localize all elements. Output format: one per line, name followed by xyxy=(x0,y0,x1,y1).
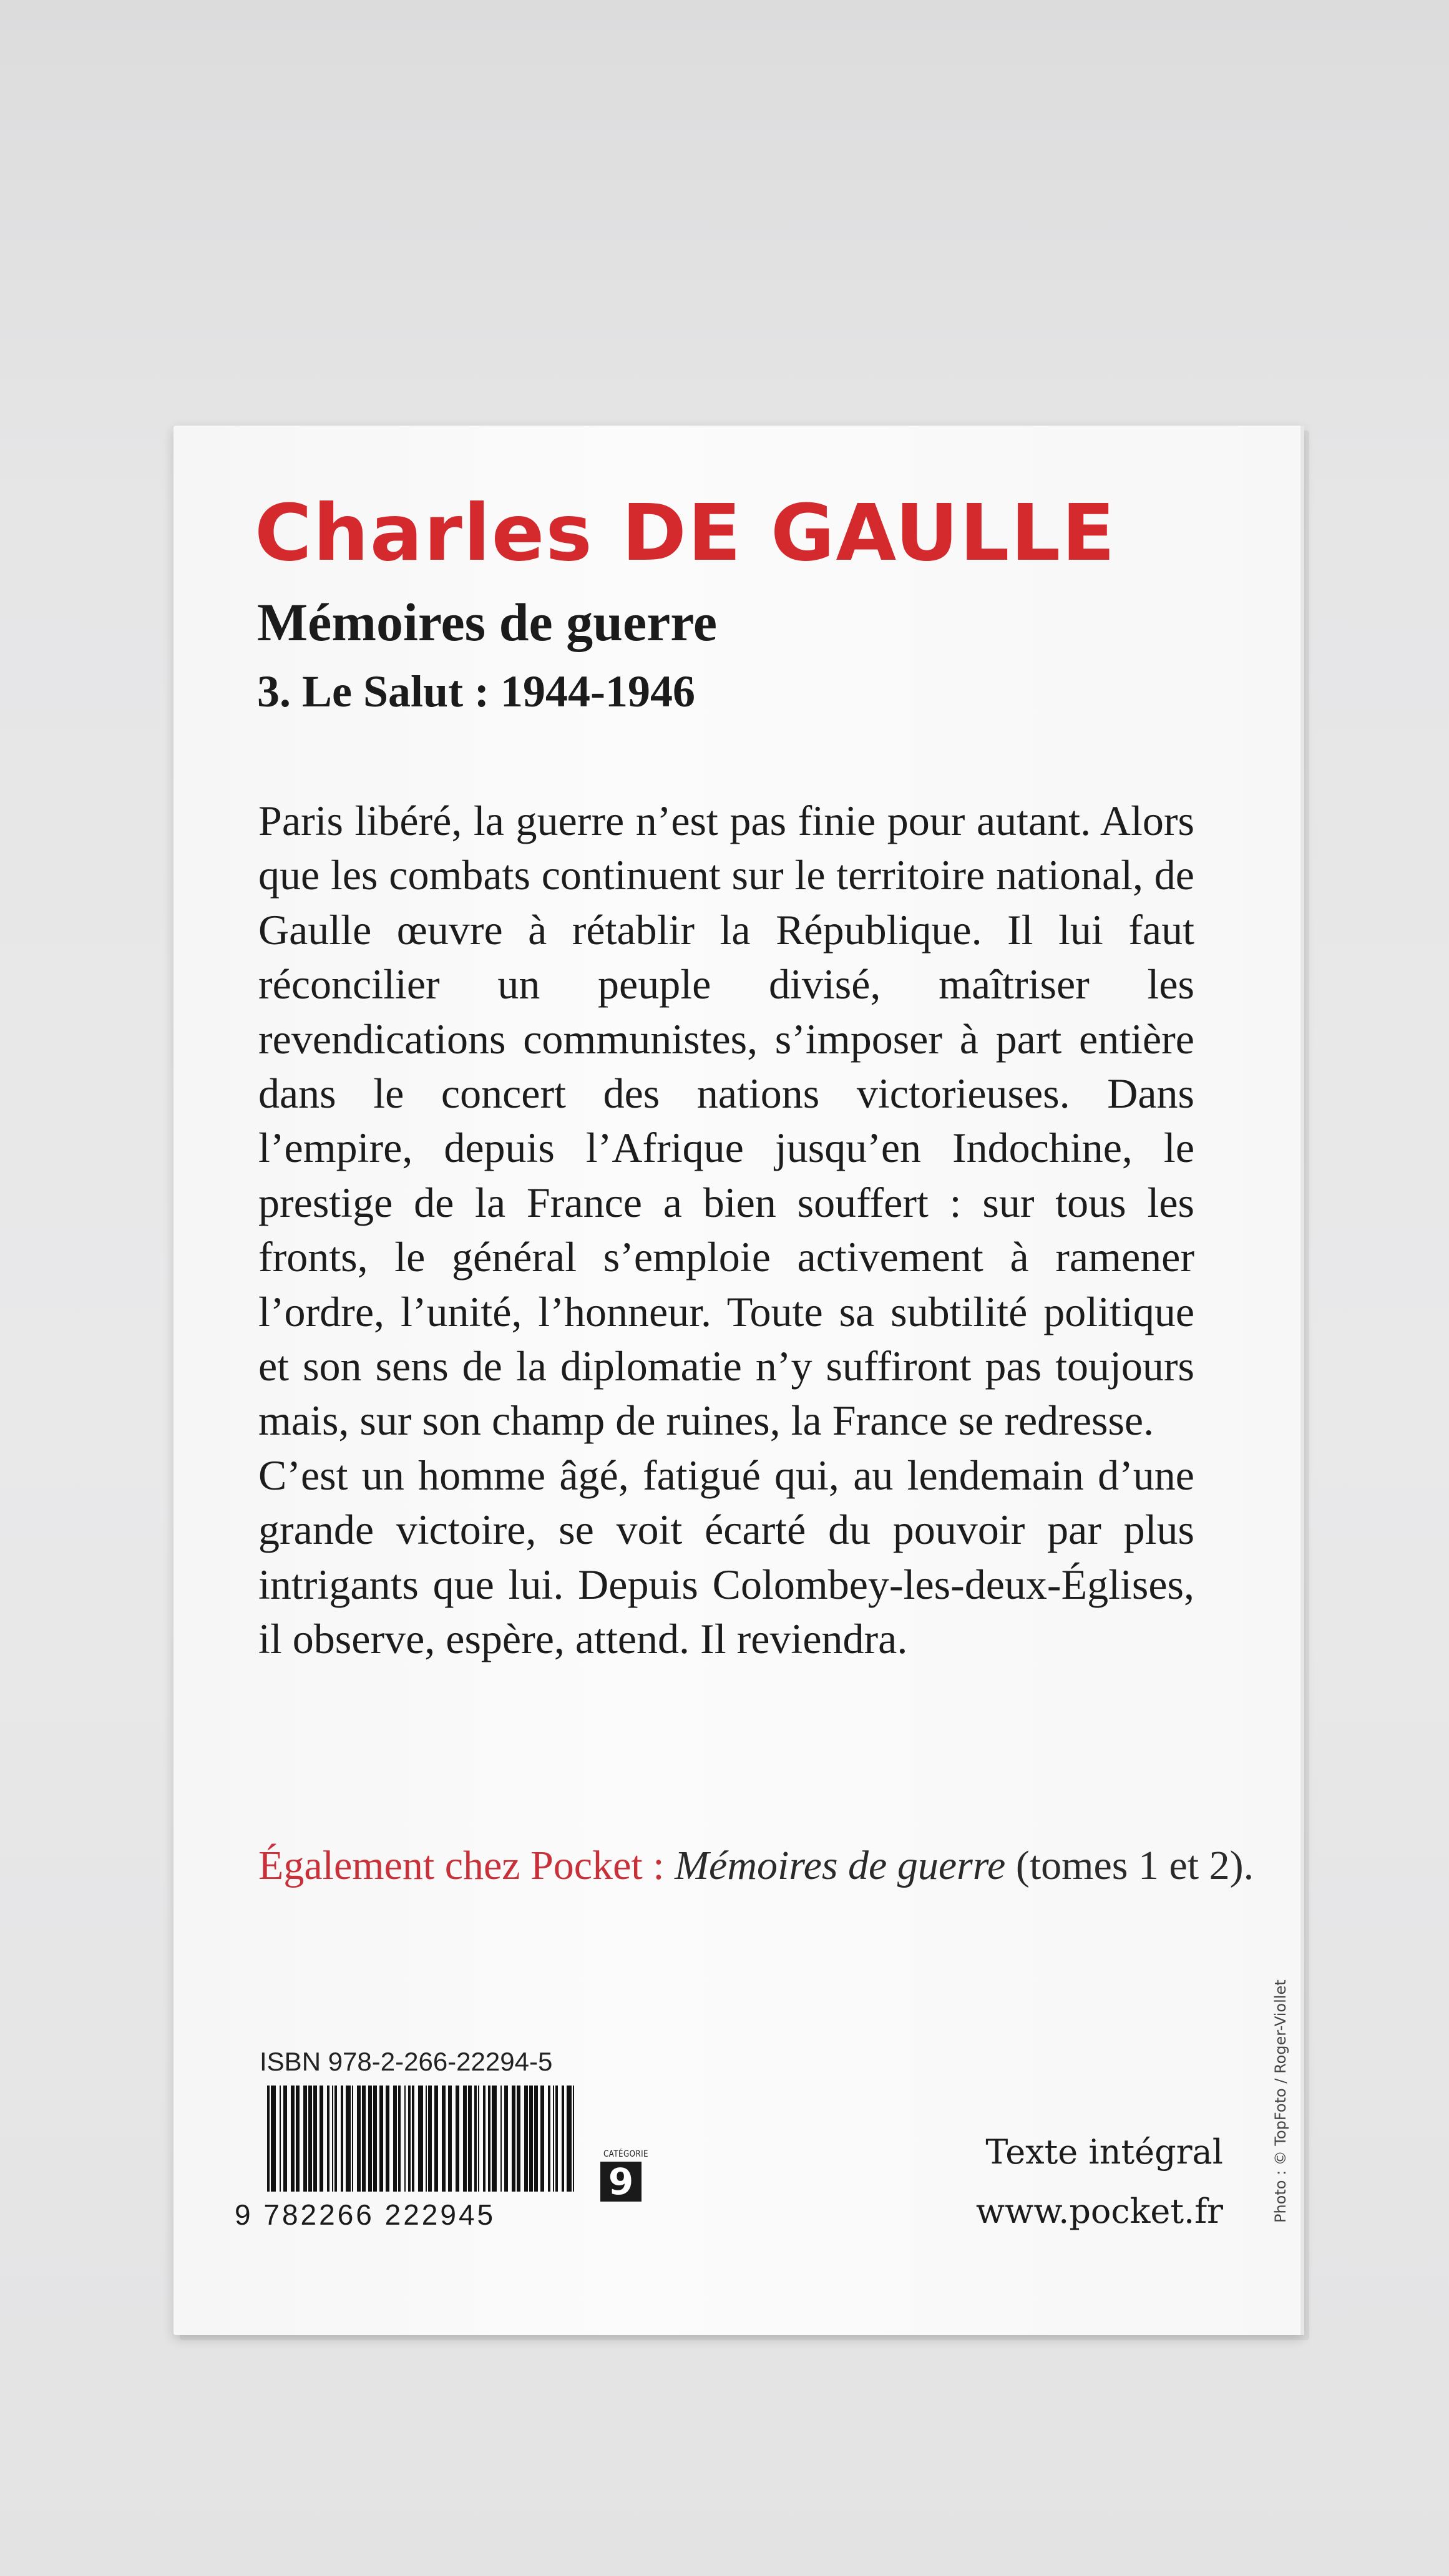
barcode-bar xyxy=(368,2086,372,2192)
barcode-bar xyxy=(504,2086,508,2192)
barcode-bar xyxy=(280,2086,281,2192)
barcode-bar xyxy=(267,2086,270,2192)
barcode-bar xyxy=(456,2086,459,2192)
barcode-bar xyxy=(500,2086,502,2192)
barcode-bar xyxy=(303,2086,307,2192)
barcode-bar xyxy=(555,2086,558,2192)
barcode-bar xyxy=(412,2086,414,2192)
barcode-bar xyxy=(540,2086,544,2192)
barcode-bar xyxy=(373,2086,377,2192)
cover-edge xyxy=(1300,426,1304,2335)
barcode-bar xyxy=(334,2086,337,2192)
author-name: Charles DE GAULLE xyxy=(255,488,1116,578)
also-available-note xyxy=(258,1842,1254,1890)
barcode-bar xyxy=(483,2086,485,2192)
barcode-bar xyxy=(434,2086,438,2192)
edition-note: Texte intégral xyxy=(985,2132,1223,2172)
barcode-bar xyxy=(428,2086,432,2192)
barcode-bar xyxy=(488,2086,490,2192)
barcode-bar xyxy=(404,2086,406,2192)
barcode-bar xyxy=(426,2086,427,2192)
book-subtitle: 3. Le Salut : 1944-1946 xyxy=(257,666,695,716)
barcode-bar xyxy=(379,2086,383,2192)
barcode-bar xyxy=(332,2086,333,2192)
barcode-bar xyxy=(296,2086,300,2192)
barcode-bar xyxy=(474,2086,477,2192)
barcode-bar xyxy=(534,2086,538,2192)
book-back-cover xyxy=(173,426,1303,2335)
barcode-bar xyxy=(386,2086,389,2192)
barcode-bar xyxy=(548,2086,550,2192)
barcode-bar xyxy=(468,2086,472,2192)
barcode-number: 9 782266 222945 xyxy=(235,2198,496,2231)
barcode-bar xyxy=(362,2086,366,2192)
category-label: CATÉGORIE xyxy=(603,2149,648,2159)
barcode-bar xyxy=(529,2086,533,2192)
blurb-paragraph: C’est un homme âgé, fatigué qui, au lendemain d’une grande victoire, se voit écarté du pouvoir par plus intrigants que lui. Depuis Colombey-les-deux-Églises, il observe, espère, attend. Il reviendra. xyxy=(258,1451,1194,1663)
barcode-bar xyxy=(448,2086,452,2192)
photo-credit: Photo : © TopFoto / Roger-Viollet xyxy=(1272,1979,1289,2223)
category-badge xyxy=(600,2149,648,2203)
publisher-website: www.pocket.fr xyxy=(975,2192,1223,2231)
barcode xyxy=(267,2086,579,2192)
barcode-bar xyxy=(418,2086,423,2192)
barcode-bar xyxy=(492,2086,497,2192)
barcode-bar xyxy=(442,2086,446,2192)
barcode-bar xyxy=(271,2086,276,2192)
also-prefix: Également chez Pocket : xyxy=(258,1843,675,1888)
barcode-bar xyxy=(567,2086,572,2192)
barcode-bar xyxy=(573,2086,574,2192)
barcode-bar xyxy=(463,2086,467,2192)
book-title: Mémoires de guerre xyxy=(257,592,718,652)
barcode-bar xyxy=(553,2086,554,2192)
barcode-bar xyxy=(283,2086,287,2192)
also-work-title: Mémoires de guerre xyxy=(675,1843,1006,1888)
barcode-bar xyxy=(341,2086,343,2192)
blurb-paragraph: Paris libéré, la guerre n’est pas finie pour autant. Alors que les combats continuent sur le territoire national, de Gaulle œuvre à rétablir la République. Il lui faut réconcilier un peuple divisé, maîtriser les revendications communistes, s’imposer à part entière dans le concert des nations victorieuses. Dans l’empire, depuis l’Afrique jusqu’en Indochine, le prestige de la France a bien souffert : sur tous les fronts, le général s’emploie activement à ramener l’ordre, l’unité, l’honneur. Toute sa subtilité politique et son sens de la diplomatie n’y suffiront pas toujours mais, sur son champ de ruines, la France se redresse. xyxy=(258,797,1194,1445)
barcode-bar xyxy=(308,2086,312,2192)
barcode-bar xyxy=(517,2086,520,2192)
isbn: ISBN 978-2-266-22294-5 xyxy=(260,2047,553,2076)
barcode-bar xyxy=(512,2086,515,2192)
barcode-bar xyxy=(478,2086,479,2192)
barcode-bar xyxy=(346,2086,351,2192)
barcode-bar xyxy=(393,2086,397,2192)
barcode-bar xyxy=(320,2086,323,2192)
barcode-bar xyxy=(398,2086,401,2192)
also-suffix: (tomes 1 et 2). xyxy=(1005,1843,1254,1888)
blurb xyxy=(258,794,1194,1667)
barcode-bar xyxy=(291,2086,295,2192)
barcode-bar xyxy=(562,2086,564,2192)
barcode-bar xyxy=(357,2086,361,2192)
barcode-bar xyxy=(327,2086,329,2192)
barcode-bar xyxy=(408,2086,411,2192)
barcode-bar xyxy=(313,2086,317,2192)
barcode-bar xyxy=(524,2086,528,2192)
barcode-bar xyxy=(352,2086,353,2192)
category-number: 9 xyxy=(600,2162,642,2202)
